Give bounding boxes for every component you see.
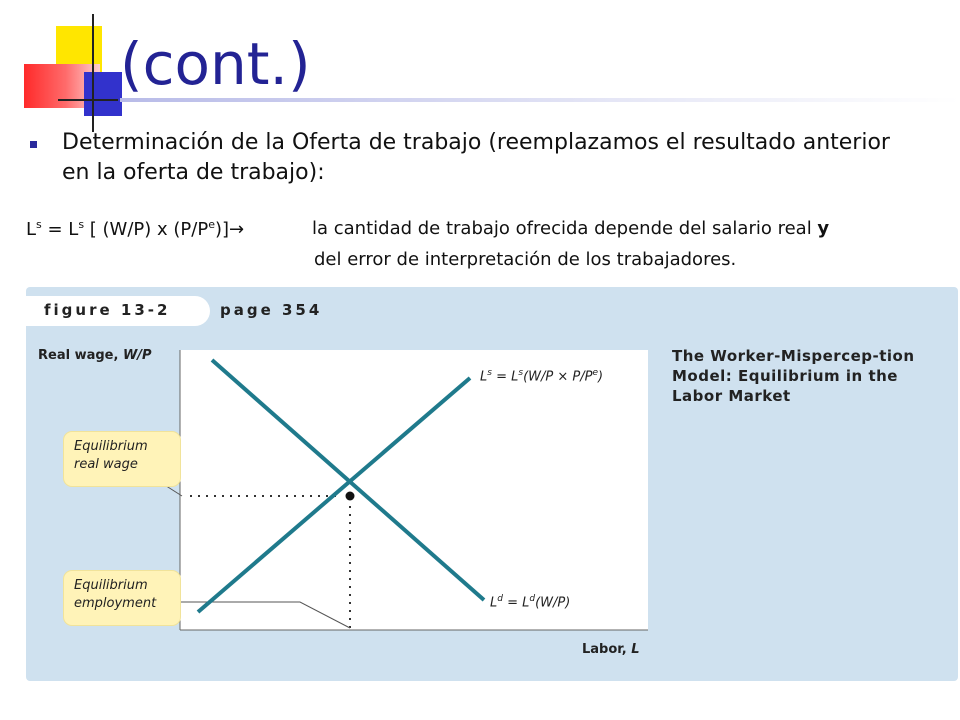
demand-d: d: [497, 594, 503, 604]
equilibrium-wage-callout: Equilibrium real wage: [64, 432, 180, 486]
supply-close: ): [597, 369, 604, 385]
equilibrium-point: [346, 492, 355, 501]
demand-curve-label: [490, 594, 570, 610]
formula-description-line2: del error de interpretación de los trabajadores.: [314, 249, 737, 270]
formula-desc-text: la cantidad de trabajo ofrecida depende del salario real: [312, 218, 818, 239]
supply-body: (W/P × P/P: [523, 369, 593, 385]
figure-page: page 354: [220, 301, 323, 319]
formula-close: )]: [214, 219, 230, 240]
demand-L: L: [490, 595, 498, 611]
formula-e: e: [208, 218, 215, 231]
formula-L: L: [26, 219, 37, 240]
formula-eq: = L: [41, 219, 79, 240]
formula-s2: s: [78, 218, 85, 231]
supply-s2: s: [518, 368, 524, 378]
supply-L: L: [480, 369, 488, 385]
x-axis-label: [582, 642, 640, 657]
supply-s: s: [487, 368, 492, 378]
figure-number: figure 13-2: [44, 301, 171, 319]
demand-body: (W/P): [535, 595, 571, 611]
arrow-icon: →: [229, 219, 245, 240]
bullet-text: Determinación de la Oferta de trabajo (reemplazamos el resultado anterior en la oferta de trabajo):: [62, 130, 890, 185]
formula-desc-y: y: [817, 218, 830, 239]
x-axis-text: Labor,: [582, 642, 632, 657]
y-axis-text: Real wage,: [38, 348, 123, 363]
equilibrium-employment-callout: Equilibrium employment: [64, 571, 180, 625]
demand-d2: d: [529, 594, 536, 604]
y-axis-var: W/P: [122, 348, 152, 363]
supply-curve-label: [480, 368, 603, 384]
supply-e: e: [592, 368, 598, 378]
page-title: (cont.): [120, 30, 311, 98]
demand-eq: = L: [502, 595, 530, 611]
formula-s: s: [36, 218, 42, 231]
x-axis-var: L: [631, 642, 640, 657]
supply-eq: = L: [491, 369, 519, 385]
employment-callout-leader: [160, 602, 350, 628]
figure-caption: The Worker-Mispercep-tion Model: Equilibrium in the Labor Market: [672, 347, 915, 405]
formula-body: [ (W/P) x (P/P: [84, 219, 209, 240]
